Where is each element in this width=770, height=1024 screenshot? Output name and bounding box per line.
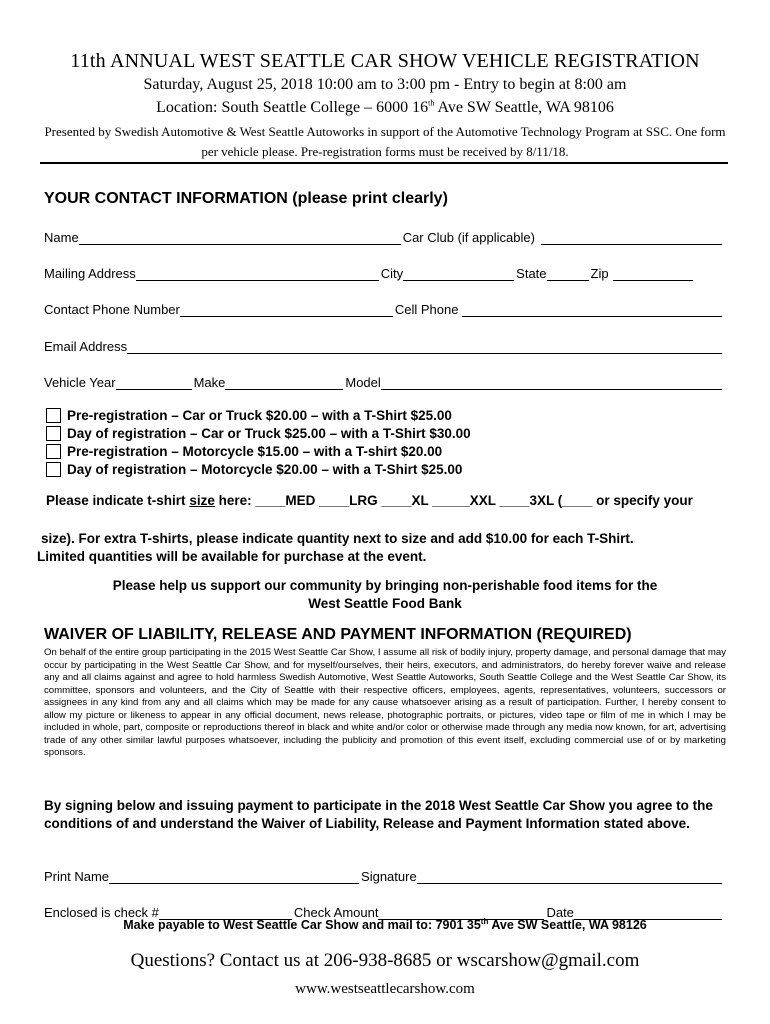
cell-phone-field[interactable] (462, 302, 722, 317)
option-label: Pre-registration – Car or Truck $20.00 – with a T-Shirt $25.00 (67, 408, 452, 423)
email-field[interactable] (127, 339, 722, 354)
cell-phone-label: Cell Phone (394, 302, 459, 317)
location-suffix: Ave SW Seattle, WA 98106 (434, 99, 614, 116)
food-bank-line-1: Please help us support our community by bringing non-perishable food items for the (112, 578, 658, 593)
option-preregistration-motorcycle[interactable] (46, 444, 442, 459)
name-row (44, 225, 724, 245)
mail-prefix: Make payable to West Seattle Car Show and mail to: 7901 35 (123, 918, 481, 932)
website-link[interactable]: www.westseattlecarshow.com (295, 981, 475, 997)
checkbox-icon[interactable] (46, 408, 61, 423)
option-day-of-car[interactable] (46, 426, 471, 441)
signature-row (44, 864, 724, 884)
tshirt-options: here: ____MED ____LRG ____XL _____XXL ____3XL (____ or specify your (214, 493, 693, 508)
date-label: Date (546, 905, 574, 920)
questions-contact: Questions? Contact us at 206-938-8685 or wscarshow@gmail.com (130, 950, 640, 971)
vehicle-year-field[interactable] (116, 375, 192, 390)
state-field[interactable] (547, 266, 589, 281)
model-field[interactable] (381, 375, 722, 390)
zip-field[interactable] (613, 266, 693, 281)
mailing-address-field[interactable] (136, 266, 379, 281)
waiver-text: On behalf of the entire group participating in the 2015 West Seattle Car Show, I assume all risk of bodily injury, property damage, and personal damage that may occur by participating in the West Seattle Car Show, and for myself/ourselves, their heirs, executors, and administrators, do hereby forever waive and release any and all claims against and agree to hold harmless Swedish Automotive, West Seattle Autoworks, South Seattle College and the West Seattle Car Show, its committee, sponsors and volunteers, and the City of Seattle with their respective officers, employees, agents, representatives, volunteers, successors or assignees in any kind from any and all claims which may be made for any cause whatsoever arising as a result of participation. Further, I hereby consent to allow my picture or likeness to appear in any official document, news release, photographic portraits, or pictures, video tape or film of me in which I may be included in whole, part, composite or reproductions thereof in black and white and/or color or otherwise made through any media now known, for art, advertising trade of any other similar lawful purposes whatsoever, including the publicity and promotion of this event itself, excluding commercial use of or by marketing sponsors. (44, 647, 726, 758)
tshirt-note (37, 530, 634, 566)
form-title: 11th ANNUAL WEST SEATTLE CAR SHOW VEHICLE REGISTRATION (70, 50, 700, 72)
mail-suffix: Ave SW Seattle, WA 98126 (488, 918, 647, 932)
phone-row (44, 297, 724, 317)
car-club-field[interactable] (541, 230, 722, 245)
food-bank-line-2: West Seattle Food Bank (308, 596, 462, 611)
model-label: Model (345, 375, 381, 390)
waiver-heading: WAIVER OF LIABILITY, RELEASE AND PAYMENT INFORMATION (REQUIRED) (44, 626, 632, 643)
car-club-label: Car Club (if applicable) (402, 230, 535, 245)
tshirt-extra-note: size). For extra T-shirts, please indicate quantity next to size and add $10.00 for each T-Shirt. (41, 531, 634, 546)
print-name-field[interactable] (109, 869, 359, 884)
presented-by-text: Presented by Swedish Automotive & West Seattle Autoworks in support of the Automotive Technology Program at SSC. One form per vehicle please. Pre-registration forms must be received by 8/11/18. (44, 124, 726, 159)
location-sup: th (428, 98, 435, 108)
location-prefix: Location: South Seattle College – 6000 16 (156, 99, 429, 116)
city-field[interactable] (403, 266, 514, 281)
tshirt-prefix: Please indicate t-shirt (46, 493, 190, 508)
tshirt-limited-note: Limited quantities will be available for purchase at the event. (37, 549, 427, 564)
name-label: Name (44, 230, 79, 245)
city-label: City (380, 266, 404, 281)
option-label: Day of registration – Car or Truck $25.00 – with a T-Shirt $30.00 (67, 426, 471, 441)
option-preregistration-car[interactable] (46, 408, 452, 423)
check-amount-label: Check Amount (293, 905, 379, 920)
check-number-label: Enclosed is check # (44, 905, 159, 920)
contact-phone-label: Contact Phone Number (44, 302, 180, 317)
option-day-of-motorcycle[interactable] (46, 462, 462, 477)
mailing-instructions (0, 918, 770, 932)
make-field[interactable] (225, 375, 343, 390)
state-label: State (516, 266, 547, 281)
mailing-address-label: Mailing Address (44, 266, 136, 281)
payment-row (44, 900, 724, 920)
address-row (44, 261, 724, 281)
mail-sup: th (480, 916, 489, 926)
name-field[interactable] (79, 230, 401, 245)
checkbox-icon[interactable] (46, 426, 61, 441)
option-label: Day of registration – Motorcycle $20.00 – with a T-Shirt $25.00 (67, 462, 463, 477)
tshirt-size-word: size (189, 493, 215, 508)
header-divider (40, 162, 728, 164)
event-date-line: Saturday, August 25, 2018 10:00 am to 3:00 pm - Entry to begin at 8:00 am (143, 76, 627, 93)
signature-field[interactable] (417, 869, 722, 884)
checkbox-icon[interactable] (46, 462, 61, 477)
zip-label: Zip (590, 266, 609, 281)
checkbox-icon[interactable] (46, 444, 61, 459)
signature-label: Signature (361, 869, 417, 884)
make-label: Make (193, 375, 226, 390)
tshirt-size-line[interactable] (46, 493, 693, 508)
option-label: Pre-registration – Motorcycle $15.00 – with a T-shirt $20.00 (67, 444, 443, 459)
food-bank-note (0, 577, 770, 613)
email-label: Email Address (44, 339, 128, 354)
contact-phone-field[interactable] (180, 302, 393, 317)
email-row (44, 334, 724, 354)
event-location-line (0, 99, 770, 117)
agreement-statement: By signing below and issuing payment to participate in the 2018 West Seattle Car Show you agree to the conditions of and understand the Waiver of Liability, Release and Payment Information stated above. (44, 798, 713, 831)
vehicle-row (44, 370, 724, 390)
print-name-label: Print Name (44, 869, 110, 884)
vehicle-year-label: Vehicle Year (44, 375, 116, 390)
contact-heading: YOUR CONTACT INFORMATION (please print clearly) (44, 190, 448, 207)
